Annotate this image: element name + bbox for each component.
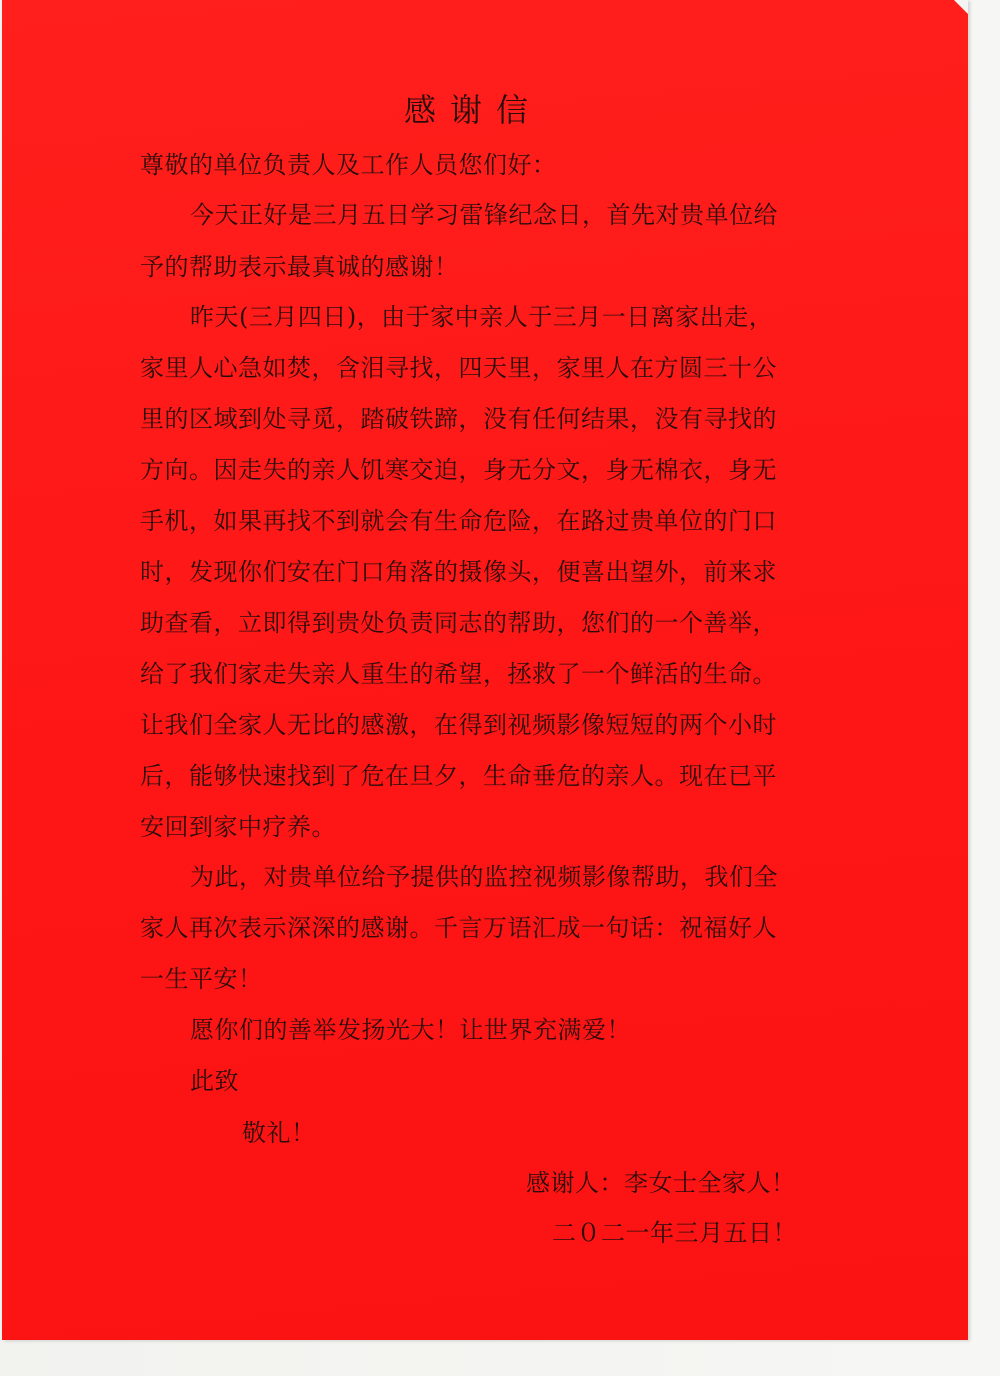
paragraph-1-line: 今天正好是三月五日学习雷锋纪念日，首先对贵单位给 xyxy=(190,201,778,229)
closing-line-1: 此致 xyxy=(190,1067,239,1095)
letter-date: 二０二一年三月五日！ xyxy=(552,1219,797,1247)
paragraph-2-line: 后，能够快速找到了危在旦夕，生命垂危的亲人。现在已平 xyxy=(140,762,777,790)
thank-you-letter xyxy=(2,0,968,1340)
red-letter-paper xyxy=(2,0,968,1340)
paragraph-3-line: 为此，对贵单位给予提供的监控视频影像帮助，我们全 xyxy=(190,863,778,891)
paragraph-3-line: 一生平安！ xyxy=(140,965,263,993)
paragraph-1-line: 予的帮助表示最真诚的感谢！ xyxy=(140,253,459,281)
letter-title: 感谢信 xyxy=(403,91,542,129)
letter-signer: 感谢人：李女士全家人！ xyxy=(526,1169,796,1197)
paragraph-2-line: 助查看，立即得到贵处负责同志的帮助，您们的一个善举， xyxy=(140,609,777,637)
paragraph-2-line: 昨天(三月四日)，由于家中亲人于三月一日离家出走， xyxy=(190,303,774,331)
paragraph-2-line: 方向。因走失的亲人饥寒交迫，身无分文，身无棉衣，身无 xyxy=(140,456,777,484)
paragraph-3-line: 家人再次表示深深的感谢。千言万语汇成一句话：祝福好人 xyxy=(140,914,777,942)
paragraph-4: 愿你们的善举发扬光大！让世界充满爱！ xyxy=(190,1016,631,1044)
paragraph-2-line: 时，发现你们安在门口角落的摄像头，便喜出望外，前来求 xyxy=(140,558,777,586)
paragraph-2-line: 安回到家中疗养。 xyxy=(140,813,336,841)
paragraph-2-line: 给了我们家走失亲人重生的希望，拯救了一个鲜活的生命。 xyxy=(140,660,777,688)
paragraph-2-line: 让我们全家人无比的感激，在得到视频影像短短的两个小时 xyxy=(140,711,777,739)
letter-salutation: 尊敬的单位负责人及工作人员您们好： xyxy=(140,151,557,179)
paragraph-2-line: 手机，如果再找不到就会有生命危险，在路过贵单位的门口 xyxy=(140,507,777,535)
paragraph-2-line: 家里人心急如焚，含泪寻找，四天里，家里人在方圆三十公 xyxy=(140,354,777,382)
closing-line-2: 敬礼！ xyxy=(242,1119,316,1147)
paragraph-2-line: 里的区域到处寻觅，踏破铁蹄，没有任何结果，没有寻找的 xyxy=(140,405,777,433)
